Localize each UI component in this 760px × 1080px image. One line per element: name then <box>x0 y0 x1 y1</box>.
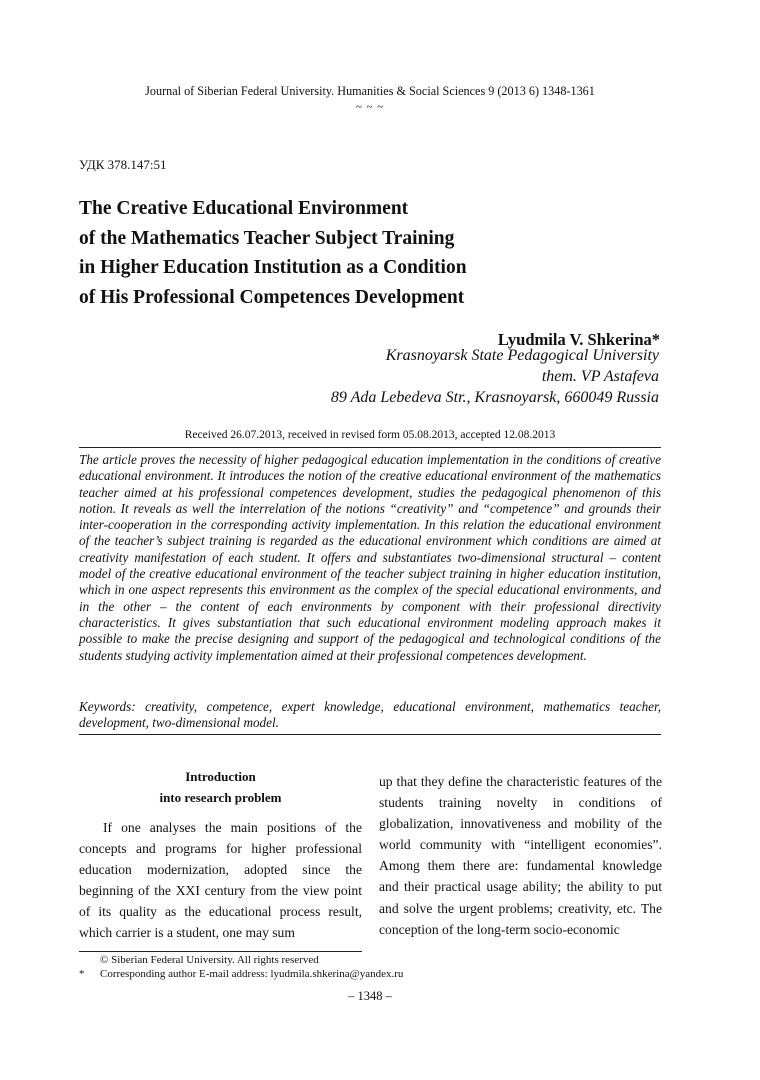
section-heading-line: into research problem <box>159 790 282 805</box>
keywords: Keywords: creativity, competence, expert knowledge, educational environment, mathematics teacher, development, two-dimensional model. <box>79 699 661 731</box>
body-paragraph: up that they define the characteristic features of the students training novelty in conditions of globalization, innovativeness and mobility of the world community with “intelligent economies”. Among them there are: fundamental knowledge and their practical usage ability; the ability to put and solve the urgent problems; creativity, etc. The conception of the long-term socio-economic <box>379 774 662 937</box>
journal-header: Journal of Siberian Federal University. Humanities & Social Sciences 9 (2013 6) 1348-1361 <box>145 84 595 98</box>
footnote-text: © Siberian Federal University. All rights reserved <box>100 954 319 966</box>
left-column <box>79 766 362 944</box>
footnote-divider <box>79 951 362 952</box>
footnote-mark: * <box>79 968 85 980</box>
affiliation-line: Krasnoyarsk State Pedagogical University <box>385 347 659 364</box>
header-separator: ~ ~ ~ <box>355 101 385 113</box>
footnote-text: Corresponding author E-mail address: lyudmila.shkerina@yandex.ru <box>100 968 404 980</box>
section-heading <box>79 766 362 808</box>
title-line: of His Professional Competences Development <box>79 286 465 308</box>
title-line: The Creative Educational Environment <box>79 198 409 219</box>
article-title <box>79 194 679 312</box>
section-heading-line: Introduction <box>185 769 256 784</box>
affiliation-line: 89 Ada Lebedeva Str., Krasnoyarsk, 660049 Russia <box>330 389 659 406</box>
footnote <box>79 968 403 980</box>
affiliation-line: them. VP Astafeva <box>541 368 659 385</box>
abstract: The article proves the necessity of higher pedagogical education implementation in the conditions of creative educational environment. It introduces the notion of the creative educational environment of the mathematics teacher aimed at his professional competences development, studies the pedagogical phenomenon of this notion. It reveals as well the interrelation of the notions “creativity” and “competence” and grounds their inter-cooperation in the corresponding activity implementation. In this relation the educational environment of the teacher’s subject training is regarded as the educational environment which conditions are aimed at creativity manifestation of each student. It offers and substantiates two-dimensional structural – content model of the creative educational environment of the teacher subject training in higher education institution, which in one aspect represents this environment as the complex of the special educational environments, and in the other – the content of each environments by component with their professional directivity characteristics. It gives substantiation that such educational environment modeling approach makes it possible to make the precise designing and support of the pedagogical and technological conditions of the students studying activity implementation aimed at their professional competences development. <box>79 452 661 663</box>
divider <box>79 734 661 735</box>
divider <box>79 447 661 448</box>
title-line: of the Mathematics Teacher Subject Training <box>79 227 455 249</box>
footnote <box>79 954 319 966</box>
body-paragraph: If one analyses the main positions of the concepts and programs for higher professional education modernization, adopted since the beginning of the XXI century from the view point of its quality as the educational process result, which carrier is a student, one may sum <box>79 820 362 941</box>
title-line: in Higher Education Institution as a Condition <box>79 257 467 278</box>
right-column <box>379 771 662 940</box>
page-number: – 1348 – <box>348 989 392 1003</box>
udk-code: УДК 378.147:51 <box>79 157 167 172</box>
received-dates: Received 26.07.2013, received in revised form 05.08.2013, accepted 12.08.2013 <box>184 429 556 441</box>
author-name: Lyudmila V. Shkerina* <box>497 330 660 349</box>
